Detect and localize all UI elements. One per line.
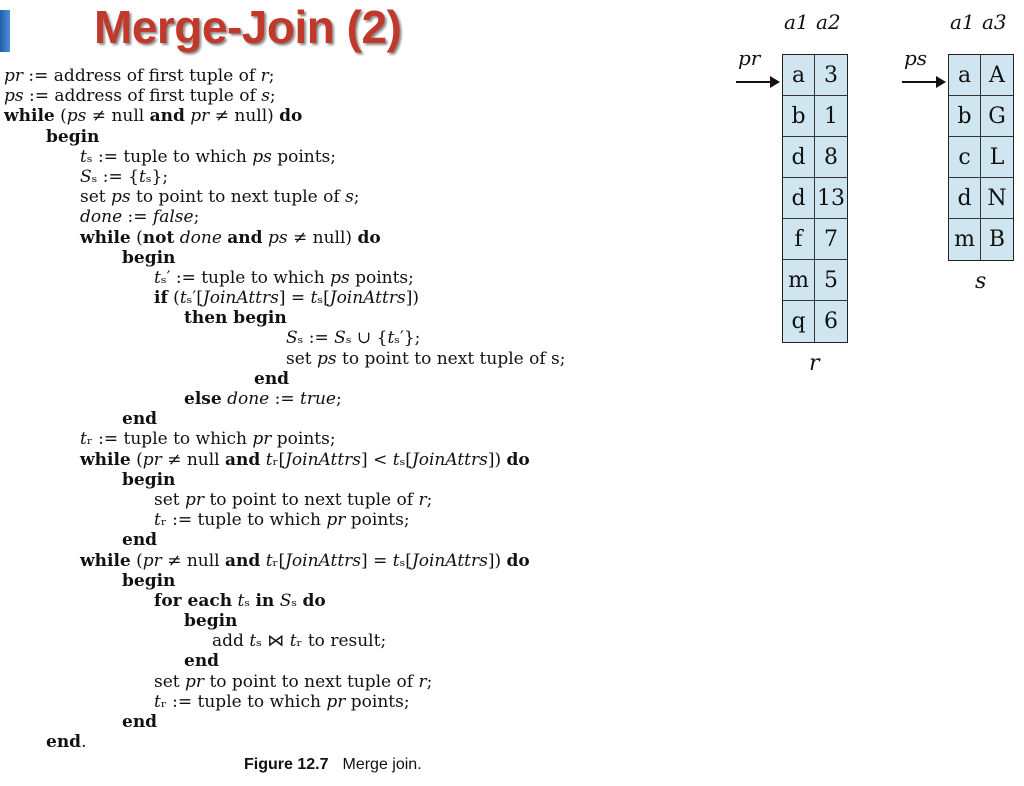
figure-number: Figure 12.7	[244, 756, 329, 773]
code-text: (	[130, 449, 143, 470]
code-line	[0, 450, 566, 470]
code-keyword: begin	[122, 247, 176, 268]
code-line	[0, 248, 566, 268]
code-text: ₛ :=	[297, 328, 335, 349]
code-text: points;	[271, 146, 337, 167]
code-text: ₛ[	[317, 288, 330, 309]
code-text: ᵣ[	[272, 550, 286, 571]
relation-r-name: r	[809, 351, 820, 376]
code-keyword: while	[80, 449, 131, 470]
code-keyword: begin	[46, 126, 100, 147]
code-identifier: false	[152, 207, 194, 228]
code-keyword: begin	[184, 611, 238, 632]
code-text: set	[154, 671, 186, 692]
code-line	[0, 409, 566, 429]
table-cell: f	[783, 219, 815, 260]
table-cell: d	[949, 178, 981, 219]
code-keyword: and	[225, 550, 261, 571]
code-identifier: pr	[142, 550, 162, 571]
code-text: ᵣ := tuple to which	[86, 429, 253, 450]
code-keyword: and	[149, 106, 185, 127]
code-identifier: t	[237, 590, 245, 611]
code-text: ₛ	[244, 590, 256, 611]
code-text: ₛ′[	[186, 288, 203, 309]
code-keyword: begin	[122, 570, 176, 591]
relation-s-header-a3: a3	[982, 10, 1007, 34]
code-text: ;	[426, 489, 433, 510]
code-identifier: JoinAttrs	[411, 550, 488, 571]
table-cell: 3	[815, 55, 847, 96]
code-line	[0, 268, 566, 288]
code-identifier: done	[179, 227, 222, 248]
table-cell: d	[783, 137, 815, 178]
table-cell: 6	[824, 309, 838, 334]
code-text: ;	[269, 86, 276, 107]
pointer-arrow-icon	[736, 81, 778, 83]
code-text: (	[167, 288, 180, 309]
code-line	[0, 389, 566, 409]
code-identifier: t	[392, 449, 400, 470]
code-text: points;	[349, 267, 414, 288]
code-text: set	[80, 187, 112, 208]
code-text: :=	[269, 389, 300, 409]
code-text: ;	[335, 389, 342, 409]
code-line	[0, 692, 566, 712]
code-identifier: r	[418, 489, 427, 510]
table-cell: 5	[815, 260, 847, 301]
table-cell: N	[981, 178, 1013, 219]
code-text: ₛ[	[399, 449, 412, 470]
code-line	[0, 510, 566, 530]
code-text: ₛ[	[399, 550, 412, 571]
code-text: := address of first tuple of	[23, 66, 261, 86]
code-identifier: S	[80, 166, 92, 187]
code-text: ᵣ := tuple to which	[160, 691, 327, 712]
code-text: ≠ null	[86, 106, 150, 127]
code-text: ₛ := tuple to which	[86, 146, 253, 167]
code-text: ₛ	[291, 590, 303, 611]
code-keyword: end	[122, 409, 158, 430]
code-text: ᵣ := tuple to which	[160, 510, 327, 531]
code-line	[0, 712, 566, 732]
code-identifier: t	[387, 328, 395, 349]
code-identifier: ps	[111, 187, 131, 208]
code-line	[0, 369, 566, 389]
pointer-pr-label: pr	[738, 46, 761, 70]
code-text: ;	[193, 207, 200, 228]
code-identifier: ps	[66, 106, 87, 127]
code-identifier: JoinAttrs	[202, 288, 279, 309]
code-line	[0, 470, 566, 490]
code-line	[0, 207, 566, 227]
table-cell: G	[981, 96, 1013, 137]
code-keyword: else	[184, 389, 222, 409]
code-line	[0, 308, 566, 328]
code-identifier: true	[300, 389, 336, 409]
figure-caption-text: Merge join.	[342, 756, 422, 773]
code-line	[0, 672, 566, 692]
code-keyword: and	[227, 227, 263, 248]
code-line	[0, 147, 566, 167]
code-text: .	[81, 732, 87, 753]
figure-caption	[244, 756, 422, 774]
code-text: :=	[122, 207, 153, 228]
code-keyword: end	[122, 530, 158, 551]
code-identifier: s	[345, 187, 354, 208]
code-keyword: while	[80, 550, 131, 571]
table-cell: 1	[815, 96, 847, 137]
code-line	[0, 651, 566, 671]
code-identifier: pr	[142, 449, 162, 470]
code-identifier: pr	[4, 66, 24, 86]
code-line	[0, 732, 566, 752]
code-text: ] =	[361, 550, 393, 571]
code-identifier: ps	[330, 267, 350, 288]
code-text: ≠ null	[161, 550, 226, 571]
relation-r-header-a1: a1	[784, 10, 809, 34]
code-keyword: do	[357, 227, 381, 248]
table-cell: b	[949, 96, 981, 137]
code-identifier: t	[265, 449, 273, 470]
code-keyword: while	[80, 227, 131, 248]
code-line	[0, 571, 566, 591]
code-line	[0, 228, 566, 248]
table-cell: c	[949, 137, 981, 178]
code-text: ])	[405, 288, 419, 309]
code-line	[0, 429, 566, 449]
code-line	[0, 106, 566, 126]
code-line	[0, 591, 566, 611]
code-text: (	[54, 106, 67, 127]
code-keyword: not	[142, 227, 175, 248]
pointer-ps-label: ps	[904, 46, 928, 70]
code-text: ᵣ[	[272, 449, 286, 470]
code-line	[0, 490, 566, 510]
code-identifier: S	[279, 590, 292, 611]
code-identifier: S	[286, 328, 298, 349]
code-identifier: pr	[326, 691, 346, 712]
code-text: (	[130, 227, 143, 248]
code-line	[0, 349, 566, 369]
code-identifier: pr	[185, 489, 205, 510]
code-keyword: end	[184, 651, 220, 672]
code-identifier: pr	[185, 671, 205, 692]
code-identifier: done	[227, 389, 270, 409]
code-text: points;	[271, 429, 336, 450]
code-identifier: t	[392, 550, 400, 571]
table-cell: m	[949, 219, 981, 260]
code-identifier: ps	[252, 146, 272, 167]
code-line	[0, 127, 566, 147]
code-text: ≠ null)	[287, 227, 358, 248]
code-line	[0, 86, 566, 106]
code-text: ;	[426, 671, 433, 692]
code-keyword: end	[46, 732, 82, 753]
code-line	[0, 288, 566, 308]
code-keyword: end	[254, 368, 290, 389]
code-text: add	[212, 631, 250, 652]
relation-s-header-a1: a1	[950, 10, 975, 34]
code-identifier: s	[261, 86, 270, 107]
table-cell: a	[949, 55, 981, 96]
code-keyword: do	[506, 449, 530, 470]
code-identifier: t	[80, 146, 87, 167]
code-text: ;	[353, 187, 360, 208]
code-keyword: while	[4, 106, 55, 127]
pseudocode-block	[0, 66, 566, 752]
code-identifier: t	[249, 631, 257, 652]
table-cell: b	[783, 96, 815, 137]
table-cell: L	[981, 137, 1013, 178]
code-keyword: do	[302, 590, 326, 611]
code-text: to point to next tuple of	[130, 187, 346, 208]
pointer-arrow-icon	[902, 81, 944, 83]
code-text: ] <	[361, 449, 393, 470]
code-text: ₛ};	[145, 166, 169, 187]
code-identifier: JoinAttrs	[285, 550, 362, 571]
code-line	[0, 328, 566, 348]
table-cell: A	[981, 55, 1013, 96]
code-identifier: t	[310, 288, 318, 309]
code-line	[0, 167, 566, 187]
table-cell: B	[988, 227, 1006, 252]
code-identifier: t	[154, 691, 161, 712]
code-identifier: t	[179, 288, 187, 309]
code-keyword: do	[506, 550, 530, 571]
slide-edge-accent	[0, 10, 10, 52]
code-text: ])	[487, 449, 507, 470]
code-text: ₛ ⋈	[256, 631, 290, 652]
table-cell: 13	[815, 178, 847, 219]
code-identifier: r	[418, 671, 427, 692]
code-keyword: for each	[154, 590, 233, 611]
code-keyword: in	[255, 590, 275, 611]
code-text: ≠ null	[161, 449, 226, 470]
code-identifier: t	[80, 429, 87, 450]
code-text: set	[154, 489, 186, 510]
code-text: ;	[268, 66, 275, 86]
code-identifier: ps	[317, 348, 337, 369]
code-text: := address of first tuple of	[23, 86, 262, 107]
code-identifier: t	[154, 267, 161, 288]
code-identifier: JoinAttrs	[285, 449, 362, 470]
code-keyword: do	[279, 106, 303, 127]
code-keyword: if	[154, 288, 168, 309]
relation-r-header-a2: a2	[816, 10, 841, 34]
table-cell: 8	[815, 137, 847, 178]
code-text: ≠ null)	[209, 106, 280, 127]
code-identifier: r	[260, 66, 269, 86]
code-identifier: JoinAttrs	[329, 288, 406, 309]
code-identifier: ps	[4, 86, 24, 107]
relation-s-table	[948, 54, 1014, 261]
code-line	[0, 530, 566, 550]
code-text: points;	[345, 691, 410, 712]
relation-r-table	[782, 54, 848, 343]
relation-s-name: s	[975, 269, 987, 294]
code-identifier: t	[138, 166, 146, 187]
code-identifier: JoinAttrs	[411, 449, 488, 470]
code-text: ᵣ to result;	[296, 631, 387, 652]
code-text: to point to next tuple of	[204, 671, 419, 692]
code-identifier: pr	[326, 510, 346, 531]
code-keyword: end	[122, 712, 158, 732]
code-text: (	[130, 550, 143, 571]
code-identifier: ps	[267, 227, 288, 248]
code-identifier: S	[334, 328, 346, 349]
code-text: ] =	[278, 288, 311, 309]
code-identifier: t	[154, 510, 161, 531]
code-text: ₛ′};	[394, 328, 421, 349]
table-cell: m	[783, 260, 815, 301]
code-text: points;	[345, 510, 410, 531]
table-cell: a	[783, 55, 815, 96]
code-text: to point to next tuple of s;	[336, 348, 566, 369]
code-text: set	[286, 348, 318, 369]
code-keyword: then begin	[184, 308, 287, 329]
code-identifier: done	[80, 207, 123, 228]
code-identifier: pr	[190, 106, 210, 127]
slide-title: Merge-Join (2)	[94, 1, 402, 53]
code-identifier: t	[265, 550, 273, 571]
code-text: ₛ′ := tuple to which	[160, 267, 331, 288]
code-line	[0, 66, 566, 86]
code-keyword: begin	[122, 469, 176, 490]
code-identifier: t	[289, 631, 297, 652]
table-cell: q	[783, 301, 815, 342]
code-text: ₛ ∪ {	[345, 328, 388, 349]
code-line	[0, 551, 566, 571]
code-line	[0, 611, 566, 631]
code-text: ])	[487, 550, 507, 571]
table-cell: d	[783, 178, 815, 219]
code-identifier: pr	[252, 429, 272, 450]
code-text: to point to next tuple of	[204, 489, 419, 510]
code-text: ₛ := {	[91, 166, 139, 187]
code-line	[0, 187, 566, 207]
code-keyword: and	[225, 449, 261, 470]
code-line	[0, 631, 566, 651]
table-cell: 7	[815, 219, 847, 260]
